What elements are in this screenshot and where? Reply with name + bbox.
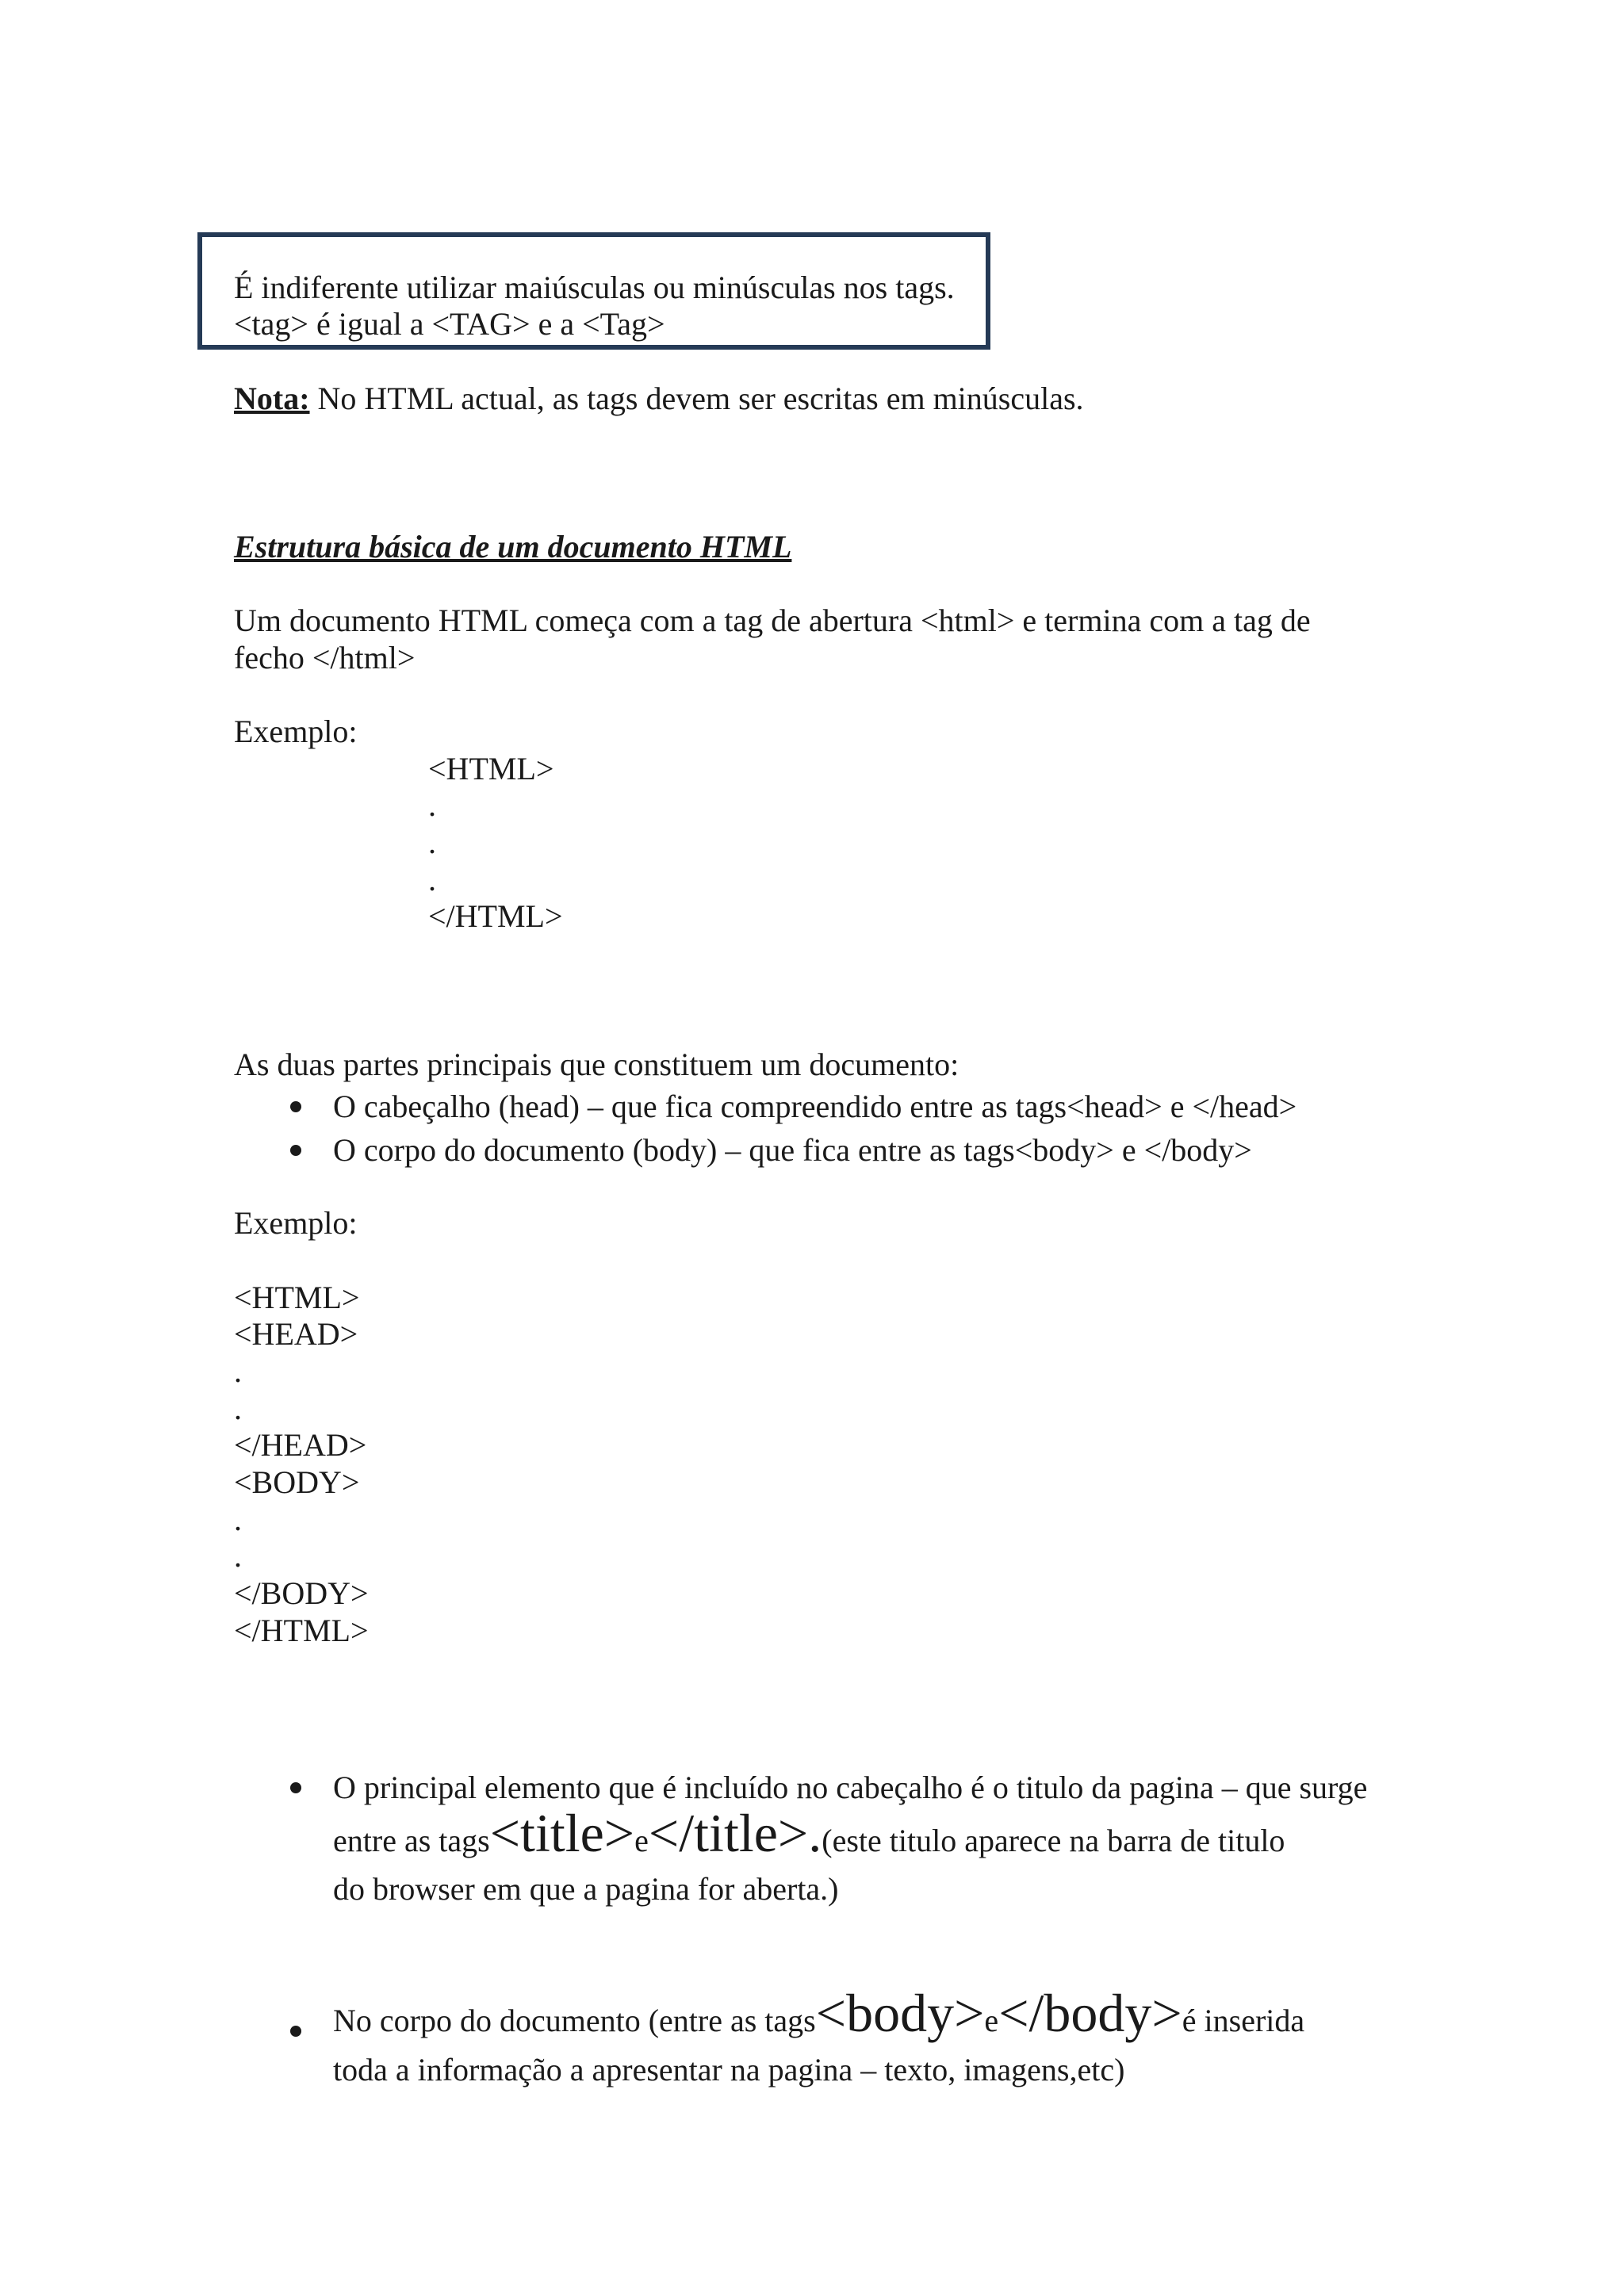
intro-line-2: fecho </html> bbox=[234, 640, 416, 675]
bullet-dot bbox=[290, 1101, 301, 1112]
bullet-dot bbox=[290, 1145, 301, 1156]
example-2-label: Exemplo: bbox=[234, 1205, 358, 1241]
bullet-dot bbox=[290, 1782, 301, 1793]
nota-text: No HTML actual, as tags devem ser escritas em minúsculas. bbox=[309, 381, 1084, 416]
note-box-line-2: <tag> é igual a <TAG> e a <Tag> bbox=[234, 306, 665, 342]
example-2-code-line: </BODY> bbox=[234, 1575, 369, 1611]
section-title: Estrutura básica de um documento HTML bbox=[234, 529, 792, 564]
example-1-code-line: . bbox=[428, 787, 436, 823]
example-1-label: Exemplo: bbox=[234, 714, 358, 749]
example-1-code-line: . bbox=[428, 825, 436, 860]
nota-paragraph bbox=[234, 381, 1084, 417]
title-bullet-post: (este titulo aparece na barra de titulo bbox=[822, 1823, 1285, 1858]
example-2-code-line: . bbox=[234, 1353, 242, 1389]
title-bullet-line-1: O principal elemento que é incluído no cabeçalho é o titulo da pagina – que surge bbox=[333, 1770, 1368, 1805]
bullet-dot bbox=[290, 2026, 301, 2037]
example-2-code-line: . bbox=[234, 1538, 242, 1574]
note-box-line-1: É indiferente utilizar maiúsculas ou minúsculas nos tags. bbox=[234, 270, 955, 305]
nota-label: Nota: bbox=[234, 381, 310, 416]
body-bullet-mid: e bbox=[984, 2003, 999, 2038]
title-bullet-line-3: do browser em que a pagina for aberta.) bbox=[333, 1871, 839, 1907]
title-bullet-mid: e bbox=[634, 1823, 649, 1858]
intro-line-1: Um documento HTML começa com a tag de abertura <html> e termina com a tag de bbox=[234, 603, 1311, 638]
body-bullet-line-2: toda a informação a apresentar na pagina – texto, imagens,etc) bbox=[333, 2052, 1125, 2087]
title-bullet-pre: entre as tags bbox=[333, 1823, 490, 1858]
body-bullet-pre: No corpo do documento (entre as tags bbox=[333, 2003, 816, 2038]
body-tag-close: </body> bbox=[998, 1983, 1182, 2043]
example-1-code-line: <HTML> bbox=[428, 751, 554, 786]
example-2-code-line: <HTML> bbox=[234, 1280, 360, 1315]
title-bullet-line-2 bbox=[333, 1803, 1285, 1863]
example-1-code-line: </HTML> bbox=[428, 898, 563, 934]
example-2-code-line: <BODY> bbox=[234, 1464, 360, 1500]
example-2-code-line: . bbox=[234, 1391, 242, 1426]
example-2-code-line: . bbox=[234, 1502, 242, 1537]
parts-item-body: O corpo do documento (body) – que fica entre as tags<body> e </body> bbox=[333, 1132, 1252, 1168]
example-2-code-line: </HTML> bbox=[234, 1613, 369, 1648]
example-2-code-line: </HEAD> bbox=[234, 1427, 367, 1463]
parts-intro: As duas partes principais que constituem um documento: bbox=[234, 1047, 959, 1082]
title-tag-open: <title> bbox=[489, 1803, 635, 1863]
body-tag-open: <body> bbox=[815, 1983, 985, 2043]
example-1-code-line: . bbox=[428, 862, 436, 897]
body-bullet-post: é inserida bbox=[1182, 2003, 1305, 2038]
example-2-code-line: <HEAD> bbox=[234, 1316, 358, 1352]
parts-item-head: O cabeçalho (head) – que fica compreendido entre as tags<head> e </head> bbox=[333, 1089, 1297, 1124]
title-tag-close: </title>. bbox=[648, 1803, 822, 1863]
body-bullet-line-1 bbox=[333, 1983, 1305, 2043]
